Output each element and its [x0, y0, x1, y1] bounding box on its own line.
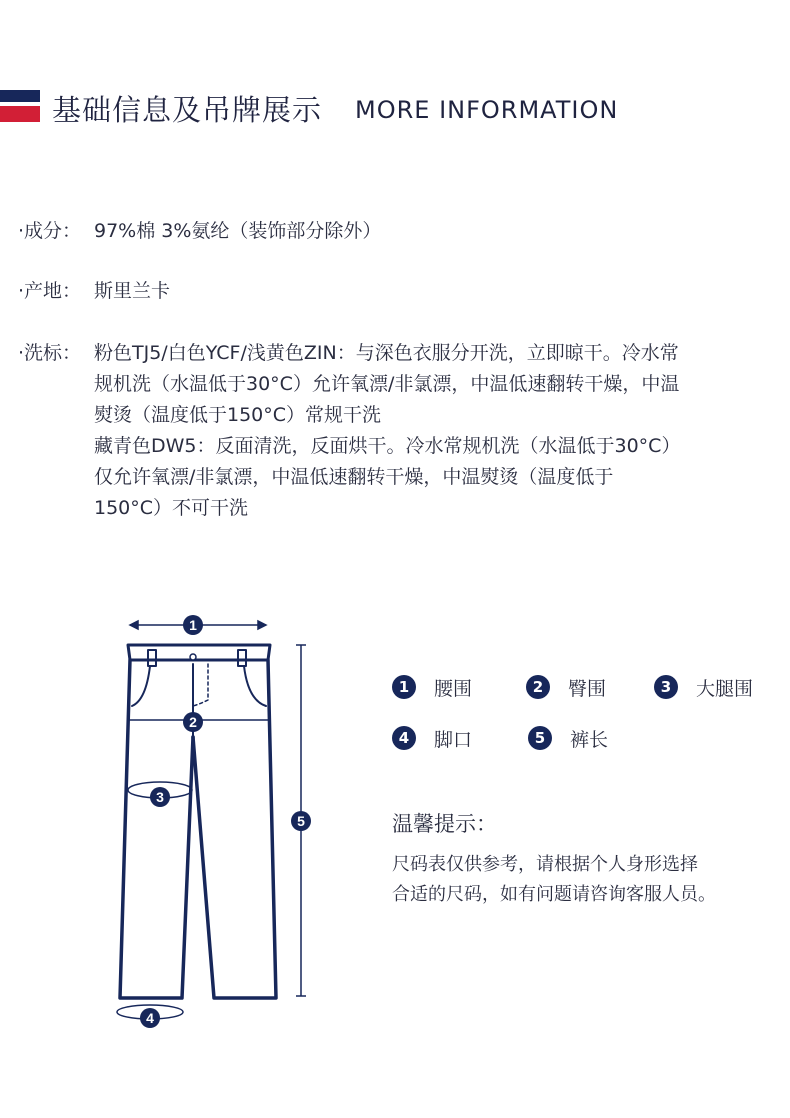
marker-label: 5: [297, 813, 305, 829]
legend-label: 大腿围: [696, 677, 754, 700]
right-leg-outline: [193, 660, 276, 998]
left-leg-outline: [120, 660, 193, 998]
composition-value: 97%棉 3%氨纶（装饰部分除外）: [94, 220, 382, 242]
legend-item-length: [528, 724, 608, 752]
section-title-en: MORE INFORMATION: [355, 96, 619, 124]
care-line: 规机洗（水温低于30°C）允许氧漂/非氯漂，中温低速翻转干燥，中温: [94, 373, 680, 395]
legend-number: 3: [654, 675, 678, 699]
care-line: 藏青色DW5：反面清洗，反面烘干。冷水常规机洗（水温低于30°C）: [94, 435, 681, 457]
waistband-outline: [128, 645, 270, 660]
legend-number: 4: [392, 726, 416, 750]
composition-label: ·成分：: [18, 220, 82, 242]
marker-label: 3: [156, 789, 164, 805]
legend-item-hem: [392, 724, 472, 752]
belt-loop: [148, 650, 156, 666]
legend-label: 脚口: [434, 728, 473, 751]
marker-thigh: [150, 787, 170, 807]
marker-label: 1: [189, 617, 197, 633]
legend-item-waist: [392, 673, 472, 701]
legend-item-thigh: [654, 673, 753, 701]
marker-hem: [140, 1008, 160, 1028]
marker-waist: [183, 615, 203, 635]
belt-loop: [238, 650, 246, 666]
origin-label: ·产地：: [18, 280, 82, 302]
right-pocket: [244, 666, 266, 706]
care-line: 150°C）不可干洗: [94, 497, 249, 519]
arrow-head: [258, 621, 266, 629]
legend-label: 臀围: [568, 677, 607, 700]
marker-label: 2: [189, 714, 197, 730]
care-line: 仅允许氧漂/非氯漂，中温低速翻转干燥，中温熨烫（温度低于: [94, 466, 614, 488]
arrow-head: [130, 621, 138, 629]
care-line: 熨烫（温度低于150°C）常规干洗: [94, 404, 382, 426]
marker-label: 4: [146, 1010, 154, 1026]
button-icon: [190, 654, 196, 660]
tips-title: 温馨提示：: [392, 812, 497, 836]
left-pocket: [132, 666, 150, 706]
legend-number: 2: [526, 675, 550, 699]
marker-hip: [183, 712, 203, 732]
origin-value: 斯里兰卡: [94, 280, 171, 302]
tips-line: 合适的尺码，如有问题请咨询客服人员。: [392, 884, 716, 905]
legend-label: 裤长: [570, 728, 609, 751]
legend-number: 5: [528, 726, 552, 750]
care-label: ·洗标：: [18, 342, 82, 364]
legend-number: 1: [392, 675, 416, 699]
tips-line: 尺码表仅供参考，请根据个人身形选择: [392, 854, 698, 875]
section-title-cn: 基础信息及吊牌展示: [52, 93, 323, 127]
fly-stitch: [193, 664, 208, 706]
legend-item-hip: [526, 673, 606, 701]
legend-label: 腰围: [434, 677, 473, 700]
marker-length: [291, 811, 311, 831]
care-line: 粉色TJ5/白色YCF/浅黄色ZIN：与深色衣服分开洗，立即晾干。冷水常: [94, 342, 679, 364]
